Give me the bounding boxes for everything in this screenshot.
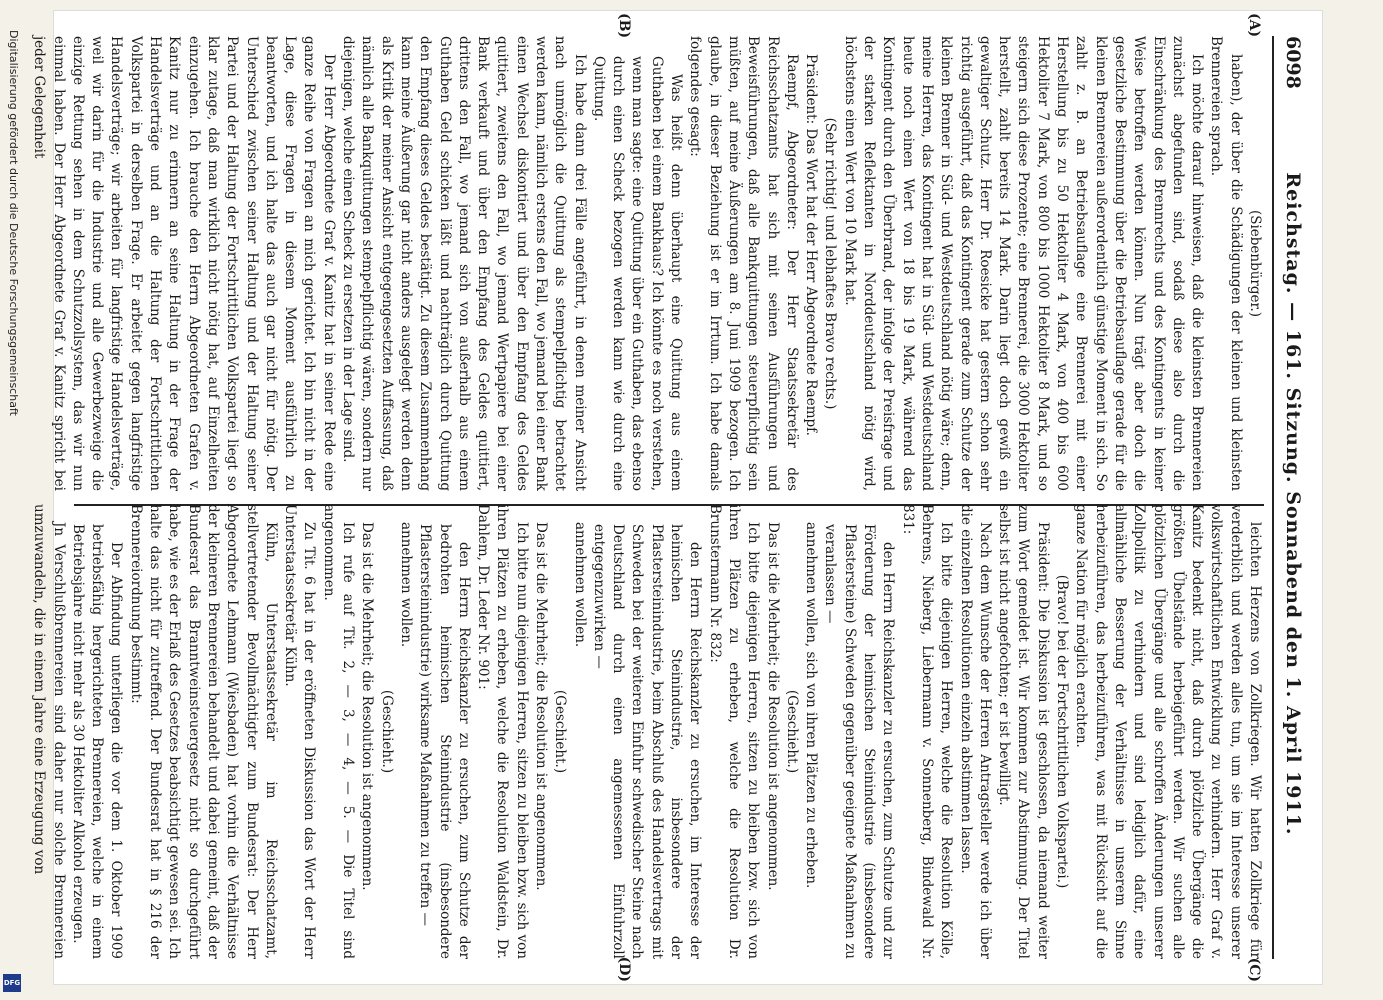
paragraph: Raempf, Abgeordneter: Der Herr Staatssekretär des Reichsschatzamts hat sich mit seinen Ausführungen und Beweisführungen, daß alle Bankquittungen steuerpflichtig sein müßten, auf meine Äußerungen am 8. Juni 1909 bezogen. Ich glaube, in dieser Beziehung ist er im Irrtum. Ich habe damals folgendes gesagt: <box>687 36 800 491</box>
quote: den Herrn Reichskanzler zu ersuchen, im Interesse der heimischen Steinindustrie, insbesondere der Pflastersteinindustrie, beim Abschluß des Handelsvertrags mit Schweden bei der weiteren Einfuhr schwedischer Steine nach Deutschland durch einen angemessenen Einfuhrzoll entgegenzuwirken — <box>590 524 704 959</box>
page-number: 6098 <box>1282 36 1304 89</box>
paragraph: Ich bitte diejenigen Herren, welche die Resolution Kölle, Behrens, Nieberg, Liebermann v. Sonnenberg, Bindewald Nr. 831: <box>899 504 955 959</box>
paragraph: annehmen wollen. <box>571 522 588 648</box>
paragraph: Der Herr Abgeordnete Graf v. Kanitz hat in seiner Rede eine ganze Reihe von Fragen an mich gerichtet. Ich bin nicht in der Lage, diese Fragen in diesem Moment ausführlich zu beantworten, und ich halte das auch gar nicht für nötig. Der Unterschied zwischen seiner Haltung und der Haltung seiner Partei und der Haltung der Fortschrittlichen Volkspartei liegt so klar zutage, daß man wirklich nicht nötig hat, auf Einzelheiten einzugehen. Ich brauche den Herrn Abgeordneten Grafen v. Kanitz nur zu erinnern an seine Haltung in der Frage der Handelsverträge und an die Haltung der Fortschrittlichen Volkspartei in derselben Frage. Er arbeitet gegen langfristige Handelsverträge; wir arbeiten für langfristige Handelsverträge, weil wir darin für die Industrie und alle Gewerbezweige die einzige Rettung sehen in dem Schutzzollsystem, das wir nun einmal haben. Der Herr Abgeordnete Graf v. Kanitz spricht bei jeder Gelegenheit <box>31 36 337 491</box>
paragraph: annehmen wollen, sich von ihren Plätzen zu erheben. <box>803 522 820 889</box>
paragraph: (Geschieht.) <box>552 689 569 774</box>
quote: den Herrn Reichskanzler zu ersuchen, zum Schutze und zur Förderung der heimischen Steinindustrie (insbesondere Pflastersteine) Schweden gegenüber geeignete Maßnahmen zu veranlassen — <box>822 524 897 959</box>
paragraph: Präsident: Das Wort hat der Herr Abgeordnete Raempf. <box>803 54 820 436</box>
quote: den Herrn Reichskanzler zu ersuchen, zum Schutze der bedrohten heimischen Steinindustrie (insbesondere Pflastersteinindustrie) wirksame Maßnahmen zu treffen — <box>417 524 472 959</box>
paragraph: Ich bitte diejenigen Herren, sitzen zu bleiben bzw. sich von ihren Plätzen zu erheben, welche die Resolution Dr. Brunstermann Nr. 832: <box>706 504 762 959</box>
paragraph: (Siebenbürger.) <box>1247 209 1263 318</box>
margin-letter-d: (D) <box>616 956 632 982</box>
paragraph: Ich möchte darauf hinweisen, daß die kleinsten Brennereien zunächst abgefunden sind, sodaß diese also durch die Einschränkung des Brennrechts und des Kontingents in keiner Weise betroffen werden können. Nun trägt aber doch die gesetzliche Bestimmung über die Betriebsauflage gerade für die kleinen Brennereien außerordentlich günstige Moment in sich. So zahlt z. B. an Betriebsauflage eine Brennerei mit einer Herstellung bis zu 50 Hektoliter 4 Mark, von 400 bis 600 Hektoliter 7 Mark, von 800 bis 1000 Hektoliter 8 Mark, und so steigern sich diese Prozente; eine Brennerei, die 3000 Hektoliter herstellt, zahlt bereits 14 Mark. Darin liegt doch gewiß ein gewaltiger Schutz. Herr Dr. Roesicke hat gestern schon sehr richtig ausgeführt, daß das Kontingent gerade zum Schutze der kleinen Brenner in Süd- und Westdeutschland nötig wäre; denn, meine Herren, das Kontingent hat in Süd- und Westdeutschland heute noch einen Wert von 18 bis 19 Mark, während das Kontingent durch den Überbrand, der infolge der Preisfrage und der starken Reflektanten in Norddeutschland nötig wird, höchstens einen Wert von 10 Mark hat. <box>841 36 1206 491</box>
paragraph: Nach dem Wunsche der Herren Antragsteller werde ich über die einzelnen Resolutionen einzeln abstimmen lassen. <box>957 504 993 959</box>
paragraph: Ich habe dann drei Fälle angeführt, in denen meiner Ansicht nach unmöglich die Quittung als stempelpflichtig betrachtet werden kann, nämlich erstens den Fall, wo jemand bei einer Bank einen Wechsel diskontiert und über den Empfang des Geldes quittiert, zweitens den Fall, wo jemand Wertpapiere bei einer Bank verkauft und über den Empfang des Geldes quittiert, drittens den Fall, wo jemand sich von außerhalb aus einem Guthaben Geld schicken läßt und nachträglich durch Quittung den Empfang dieses Geldes bestätigt. Zu diesem Zusammenhang kann meine Äußerung gar nicht anders ausgelegt werden denn als Kritik der meiner Ansicht entgegengesetzten Auffassung, daß nämlich alle Bankquittungen stempelpflichtig wären, sondern nur diejenigen, welche einen Scheck zu ersetzen in der Lage sind. <box>340 36 588 491</box>
right-column <box>31 504 1264 959</box>
page-header <box>1279 36 1307 959</box>
paragraph: haben), der über die Schädigungen der kleinen und kleinsten Brennereien sprach. <box>1208 36 1244 491</box>
paragraph: Zu Tit. 6 hat in der eröffneten Diskussion das Wort der Herr Unterstaatssekretär Kühn. <box>282 504 318 959</box>
paragraph: (Bravo! bei der Fortschrittlichen Volkspartei.) <box>1054 574 1071 889</box>
watermark-text: Digitalisierung gefördert durch die Deutsche Forschungsgemeinschaft <box>7 30 20 416</box>
paragraph: Das ist die Mehrheit; die Resolution ist angenommen. <box>359 522 376 891</box>
paragraph: Das ist die Mehrheit; die Resolution ist angenommen. <box>533 522 550 891</box>
margin-letter-a: (A) <box>1246 13 1262 38</box>
quote: Der Abfindung unterliegen die vor dem 1. Oktober 1909 betriebsfähig hergerichteten Brennereien, welche in einem Betriebsjahre nicht mehr als 30 Hektoliter Alkohol erzeugen. <box>69 524 125 959</box>
paragraph: Ich bitte nun diejenigen Herren, sitzen zu bleiben bzw. sich von ihren Plätzen zu erheben, welche die Resolution Waldstein, Dr. Dahlem, Dr. Leder Nr. 901: <box>475 504 530 959</box>
margin-letter-b: (B) <box>616 13 632 39</box>
newspaper-page <box>31 10 1323 985</box>
paragraph: (Sehr richtig! und lebhaftes Bravo rechts.) <box>822 117 839 410</box>
dfg-logo-icon: DFG <box>3 974 21 992</box>
paragraph: leichten Herzens von Zollkriegen. Wir hatten Zollkriege für verderblich und werden alles tun, um sie im Interesse unserer volkswirtschaftlichen Entwicklung zu verhindern. Herr Graf v. Kanitz bedenkt nicht, daß durch plötzliche Übergänge die größten Übelstände herbeigeführt werden. Wir suchen alle plötzlichen Übergänge und alle schroffen Änderungen unserer Zollpolitik zu verhindern und sind lediglich dafür, eine allmähliche Besserung der Verhältnisse in unserem Sinne herbeizuführen, das herbeizuführen, was mit Rücksicht auf die ganze Nation für möglich erachten. <box>1073 504 1263 959</box>
quote: Was heißt denn überhaupt eine Quittung aus einem Guthaben bei einem Bankhaus? Ich könnte es noch verstehen, wenn man sagte: eine Quittung über ein Guthaben, das ebenso durch einen Scheck bezogen werden kann wie durch eine Quittung. <box>590 56 685 491</box>
left-column <box>31 36 1264 491</box>
paragraph: (Geschieht.) <box>783 689 800 774</box>
paragraph: Präsident: Die Diskussion ist geschlossen, da niemand weiter zum Wort gemeldet ist. Wir kommen zur Abstimmung. Der Titel selbst ist nicht angefochten; er ist bewilligt. <box>996 504 1051 959</box>
margin-letter-c: (C) <box>1246 957 1262 982</box>
paragraph: Kühn, Unterstaatssekretär im Reichsschatzamt, stellvertretender Bevollmächtigter zum Bundesrat: Der Herr Abgeordnete Lehmann (Wiesbaden) hat vorhin die Verhältnisse der kleineren Brennereien behandelt und dabei gemeint, daß der Bundesrat das Branntweinsteuergesetz nicht so durchgeführt habe, wie es der Erlaß des Gesetzes beabsichtigt gewesen sei. Ich halte das nicht für zutreffend. Der Bundesrat hat in § 216 der Brennereiordnung bestimmt: <box>127 504 279 959</box>
watermark-strip <box>0 30 26 970</box>
header-rule <box>1272 36 1274 959</box>
paragraph: Das ist die Mehrheit; die Resolution ist angenommen. <box>764 522 781 891</box>
paragraph: Jn Verschlußbrennereien sind daher nur solche Brennereien umzuwandeln, die in einem Jahre eine Erzeugung von <box>31 504 67 959</box>
paragraph: Ich rufe auf Tit. 2, — 3, — 4, — 5. — Die Titel sind angenommen. <box>320 504 357 959</box>
paragraph: annehmen wollen. <box>397 522 414 648</box>
header-title: Reichstag. — 161. Sitzung. Sonnabend den 1. April 1911. <box>1282 172 1304 836</box>
paragraph: (Geschieht.) <box>378 689 395 774</box>
